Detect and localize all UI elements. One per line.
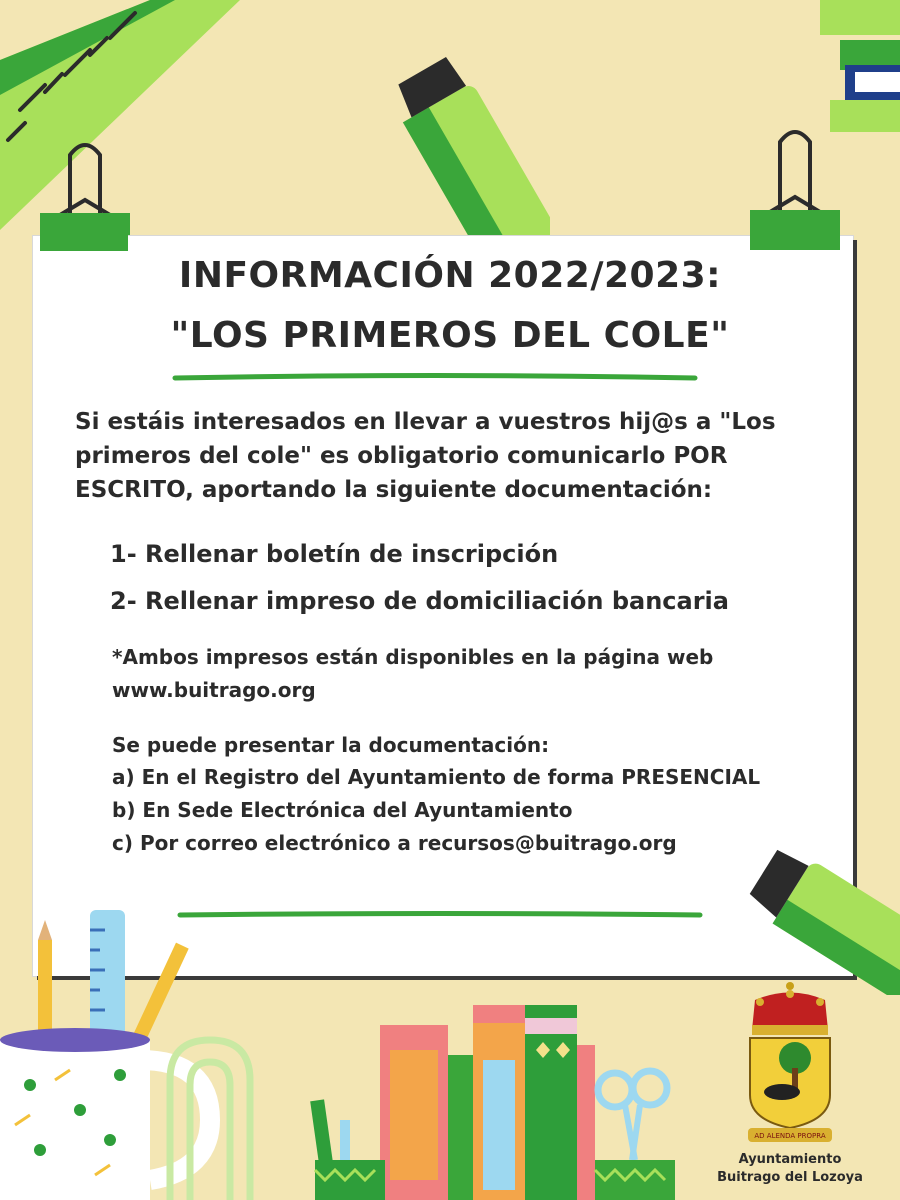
page-subtitle: "LOS PRIMEROS DEL COLE" — [170, 315, 730, 356]
web-link: www.buitrago.org — [112, 678, 316, 702]
intro-line: primeros del cole" es obligatorio comunicarlo POR — [75, 443, 728, 469]
coat-of-arms-icon — [740, 980, 840, 1150]
org-name: Ayuntamiento — [738, 1152, 842, 1167]
present-option: a) En el Registro del Ayuntamiento de forma PRESENCIAL — [112, 765, 761, 789]
present-heading: Se puede presentar la documentación: — [112, 733, 550, 757]
clip-base — [40, 213, 128, 251]
present-option: c) Por correo electrónico a recursos@buitrago.org — [112, 831, 677, 855]
scissors-icon — [590, 1060, 680, 1200]
title-underline — [170, 370, 700, 384]
step-item: 1- Rellenar boletín de inscripción — [110, 540, 559, 568]
step-item: 2- Rellenar impreso de domiciliación bancaria — [110, 587, 729, 615]
clip-base — [750, 210, 840, 250]
page-title: INFORMACIÓN 2022/2023: — [178, 255, 722, 296]
highlighter-icon — [745, 835, 900, 995]
paperclip-icon — [150, 1030, 270, 1200]
highlighter-icon — [380, 55, 550, 245]
intro-paragraph — [75, 405, 835, 507]
present-option: b) En Sede Electrónica del Ayuntamiento — [112, 798, 573, 822]
books-icon — [815, 0, 900, 135]
web-note: *Ambos impresos están disponibles en la página web — [112, 645, 714, 669]
crest-motto: AD ALENDA PROPRA — [754, 1132, 826, 1140]
intro-line: ESCRITO, aportando la siguiente documentación: — [75, 477, 713, 503]
org-location: Buitrago del Lozoya — [717, 1170, 863, 1185]
intro-line: Si estáis interesados en llevar a vuestros hij@s a "Los — [75, 409, 776, 435]
